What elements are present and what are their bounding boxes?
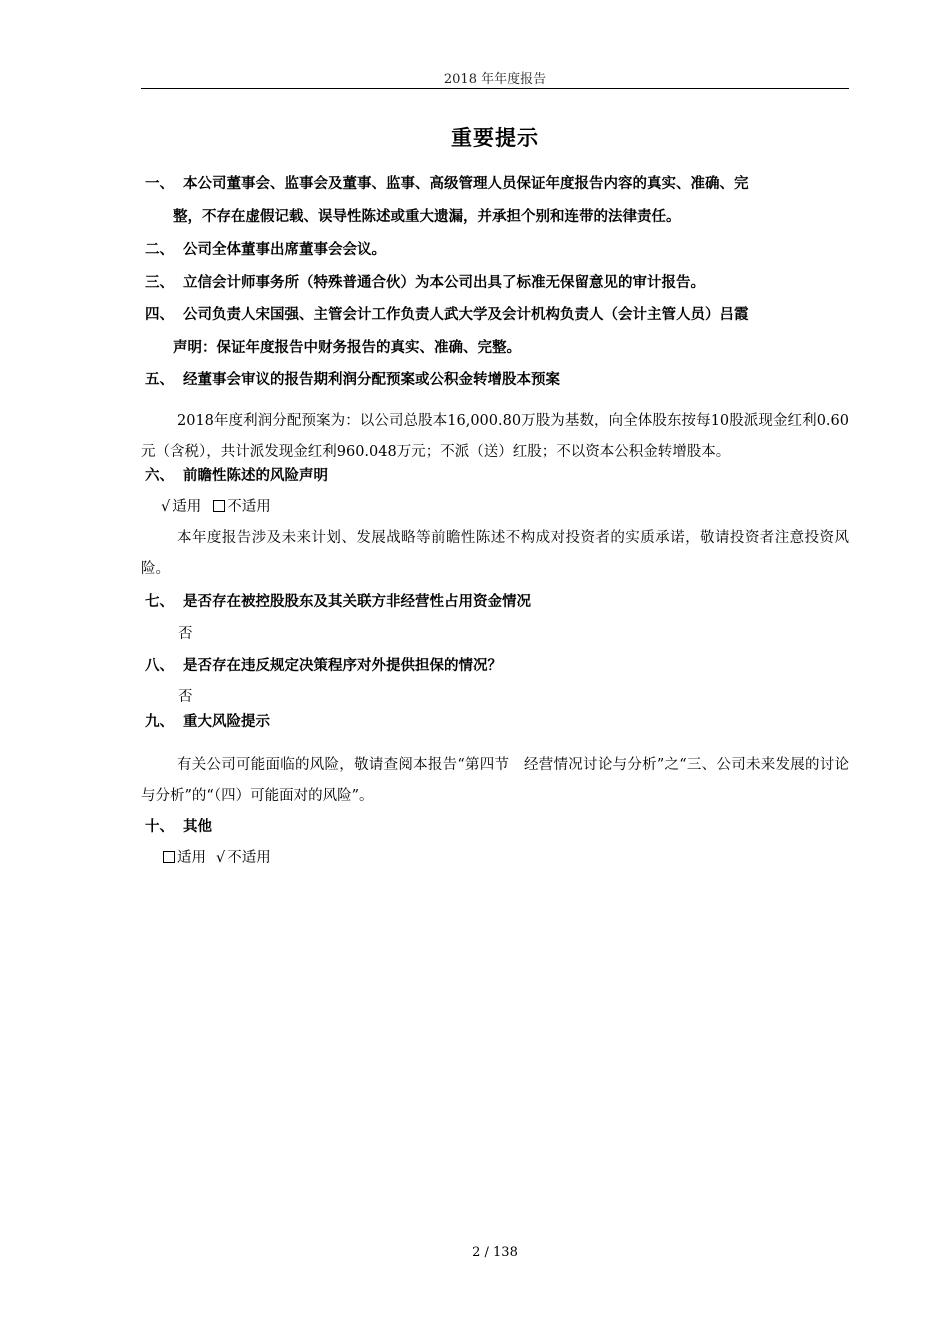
item-continuation: 整，不存在虚假记载、误导性陈述或重大遗漏，并承担个别和连带的法律责任。	[173, 209, 681, 225]
forward-applicability	[161, 492, 271, 523]
empty-checkbox-icon	[163, 851, 175, 863]
item-text: 公司全体董事出席董事会会议。	[183, 242, 386, 258]
item-7-answer: 否	[178, 626, 193, 642]
item-number: 五、	[145, 372, 174, 388]
item-7	[145, 586, 850, 619]
item-6	[145, 460, 850, 493]
item-number: 四、	[145, 307, 174, 323]
item-text: 经董事会审议的报告期利润分配预案或公积金转增股本预案	[183, 372, 560, 388]
item-8	[145, 650, 850, 683]
item-text: 立信会计师事务所（特殊普通合伙）为本公司出具了标准无保留意见的审计报告。	[183, 275, 705, 291]
risk-statement-paragraph: 有关公司可能面临的风险，敬请查阅本报告“第四节 经营情况讨论与分析”之“三、公司未来发展的讨论与分析”的“（四）可能面对的风险”。	[141, 757, 849, 804]
header-rule	[141, 88, 849, 89]
other-applicability	[161, 843, 271, 874]
checkmark-icon: √	[216, 850, 226, 866]
page-title: 重要提示	[451, 126, 539, 150]
item-number: 七、	[145, 594, 174, 610]
page-number: 2 / 138	[472, 1245, 518, 1260]
item-number: 十、	[145, 819, 174, 835]
item-text: 是否存在违反规定决策程序对外提供担保的情况？	[183, 658, 502, 674]
applicable-label: 适用	[172, 499, 202, 515]
applicable-label: 适用	[177, 850, 206, 866]
item-text: 其他	[183, 819, 212, 835]
item-number: 三、	[145, 275, 174, 291]
item-number: 八、	[145, 658, 174, 674]
item-5	[145, 364, 850, 397]
running-header: 2018 年年度报告	[443, 72, 547, 87]
item-number: 二、	[145, 242, 174, 258]
empty-checkbox-icon	[213, 500, 225, 512]
checkmark-icon: √	[161, 499, 171, 515]
item-10	[145, 811, 850, 844]
item-text: 重大风险提示	[183, 714, 270, 730]
item-2	[145, 234, 850, 267]
profit-plan-paragraph: 2018年度利润分配预案为：以公司总股本16,000.80万股为基数，向全体股东按每10股派现金红利0.60元（含税），共计派发现金红利960.048万元；不派（送）红股；不以资本公积金转增股本。	[141, 413, 849, 460]
item-text: 本公司董事会、监事会及董事、监事、高级管理人员保证年度报告内容的真实、准确、完	[183, 176, 749, 192]
item-text: 前瞻性陈述的风险声明	[183, 468, 328, 484]
item-continuation: 声明：保证年度报告中财务报告的真实、准确、完整。	[173, 340, 521, 356]
item-text: 公司负责人宋国强、主管会计工作负责人武大学及会计机构负责人（会计主管人员）吕霞	[183, 307, 749, 323]
item-4	[145, 299, 850, 365]
item-number: 六、	[145, 468, 174, 484]
item-number: 一、	[145, 176, 174, 192]
item-3	[145, 267, 850, 300]
item-9	[145, 706, 850, 739]
item-1	[145, 168, 850, 234]
forward-statement-paragraph: 本年度报告涉及未来计划、发展战略等前瞻性陈述不构成对投资者的实质承诺，敬请投资者注意投资风险。	[141, 530, 849, 577]
not-applicable-label: 不适用	[227, 499, 271, 515]
item-8-answer: 否	[178, 689, 193, 705]
item-number: 九、	[145, 714, 174, 730]
item-text: 是否存在被控股股东及其关联方非经营性占用资金情况	[183, 594, 531, 610]
not-applicable-label: 不适用	[227, 850, 271, 866]
